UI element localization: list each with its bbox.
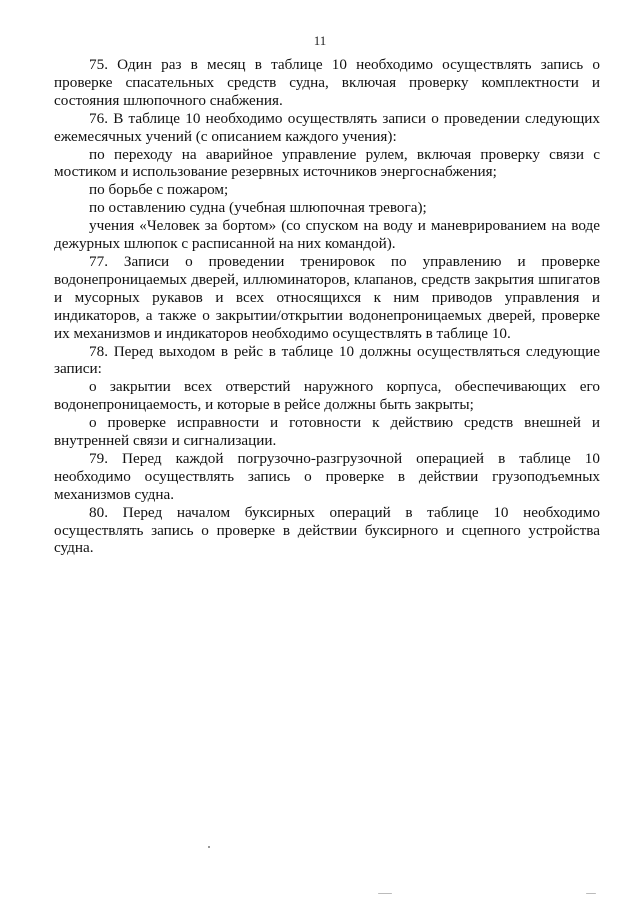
paragraph-78: 78. Перед выходом в рейс в таблице 10 должны осуществляться следующие записи: [54, 342, 600, 378]
scan-speck [586, 893, 596, 894]
paragraph-75: 75. Один раз в месяц в таблице 10 необходимо осуществлять запись о проверке спасательных средств судна, включая проверку комплектности и состояния шлюпочного снабжения. [54, 56, 600, 109]
list-item-communication: о проверке исправности и готовности к действию средств внешней и внутренней связи и сигнализации. [54, 414, 600, 450]
list-item-abandon-ship: по оставлению судна (учебная шлюпочная тревога); [89, 199, 427, 217]
paragraph-77: 77. Записи о проведении тренировок по управлению и проверке водонепроницаемых дверей, иллюминаторов, клапанов, средств закрытия шпигатов и мусорных рукавов и всех относящихся к ним приводов управления и индикаторов, а также о закрытии/открытии водонепроницаемых дверей, проверке их механизмов и индикаторов необходимо осуществлять в таблице 10. [54, 252, 600, 342]
page-number: 11 [313, 33, 327, 48]
list-item-man-overboard: учения «Человек за бортом» (со спуском на воду и маневрированием на воде дежурных шлюпок с расписанной на них командой). [54, 217, 600, 253]
paragraph-76: 76. В таблице 10 необходимо осуществлять записи о проведении следующих ежемесячных учений (с описанием каждого учения): [54, 109, 600, 145]
document-body [54, 56, 600, 557]
scan-speck [378, 893, 392, 894]
list-item-fire: по борьбе с пожаром; [89, 181, 229, 199]
paragraph-79: 79. Перед каждой погрузочно-разгрузочной операцией в таблице 10 необходимо осуществлять запись о проверке в действии грузоподъемных механизмов судна. [54, 449, 600, 503]
list-item-steering: по переходу на аварийное управление рулем, включая проверку связи с мостиком и использование резервных источников энергоснабжения; [54, 145, 600, 181]
paragraph-80: 80. Перед началом буксирных операций в таблице 10 необходимо осуществлять запись о проверке в действии буксирного и сцепного устройства судна. [54, 503, 600, 557]
scan-speck [208, 846, 210, 848]
list-item-hull-openings: о закрытии всех отверстий наружного корпуса, обеспечивающих его водонепроницаемость, и которые в рейсе должны быть закрыты; [54, 378, 600, 414]
